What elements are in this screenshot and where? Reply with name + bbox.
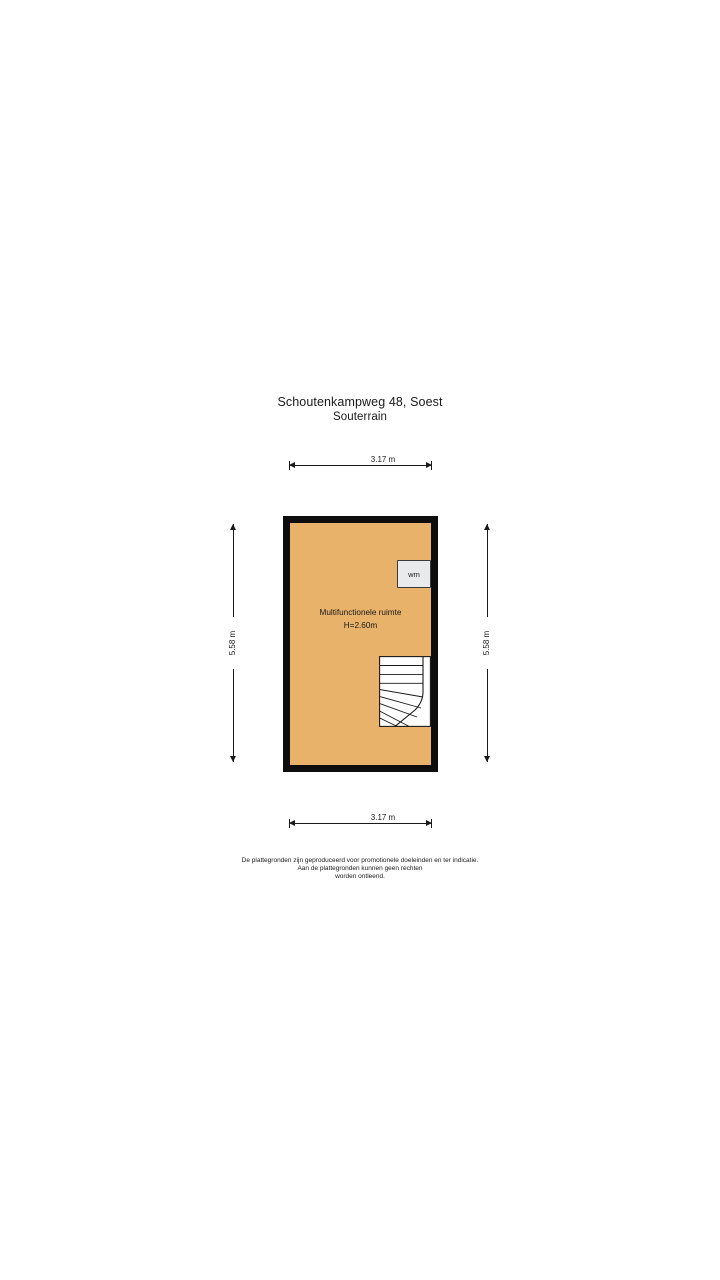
dimension-arrow-bottom — [484, 756, 490, 762]
dimension-bottom-label: 3.17 m — [353, 813, 413, 823]
dimension-arrow-bottom — [230, 756, 236, 762]
dimension-arrow-top — [230, 524, 236, 530]
dimension-left-label: 5.58 m — [227, 617, 239, 669]
dimension-right-label: 5.58 m — [481, 617, 493, 669]
dimension-top-label: 3.17 m — [353, 455, 413, 465]
dimension-cap-right — [431, 819, 432, 828]
dimension-bottom-width — [289, 813, 432, 829]
dimension-cap-left — [289, 819, 290, 828]
washing-machine-label: wm — [408, 569, 420, 579]
washing-machine-symbol — [397, 560, 431, 588]
floor-plan — [283, 516, 438, 772]
page-title — [0, 395, 720, 425]
dimension-line — [289, 823, 432, 824]
title-address: Schoutenkampweg 48, Soest — [277, 395, 443, 409]
disclaimer-line-2: Aan de plattegronden kunnen geen rechten — [297, 865, 423, 873]
disclaimer-line-3: worden ontleend. — [335, 873, 385, 881]
dimension-left-height — [227, 524, 239, 762]
disclaimer — [0, 857, 720, 882]
dimension-right-height — [481, 524, 493, 762]
dimension-arrow-top — [484, 524, 490, 530]
title-floor: Souterrain — [332, 411, 388, 423]
disclaimer-line-1: De plattegronden zijn geproduceerd voor promotionele doeleinden en ter indicatie. — [241, 857, 479, 864]
dimension-line — [289, 465, 432, 466]
room-name: Multifunctionele ruimte — [319, 608, 402, 617]
staircase-symbol — [379, 656, 431, 727]
dimension-top-width — [289, 455, 432, 471]
dimension-cap-left — [289, 461, 290, 470]
dimension-cap-right — [431, 461, 432, 470]
room-height: H=2.60m — [343, 621, 378, 630]
staircase-icon — [379, 656, 431, 727]
